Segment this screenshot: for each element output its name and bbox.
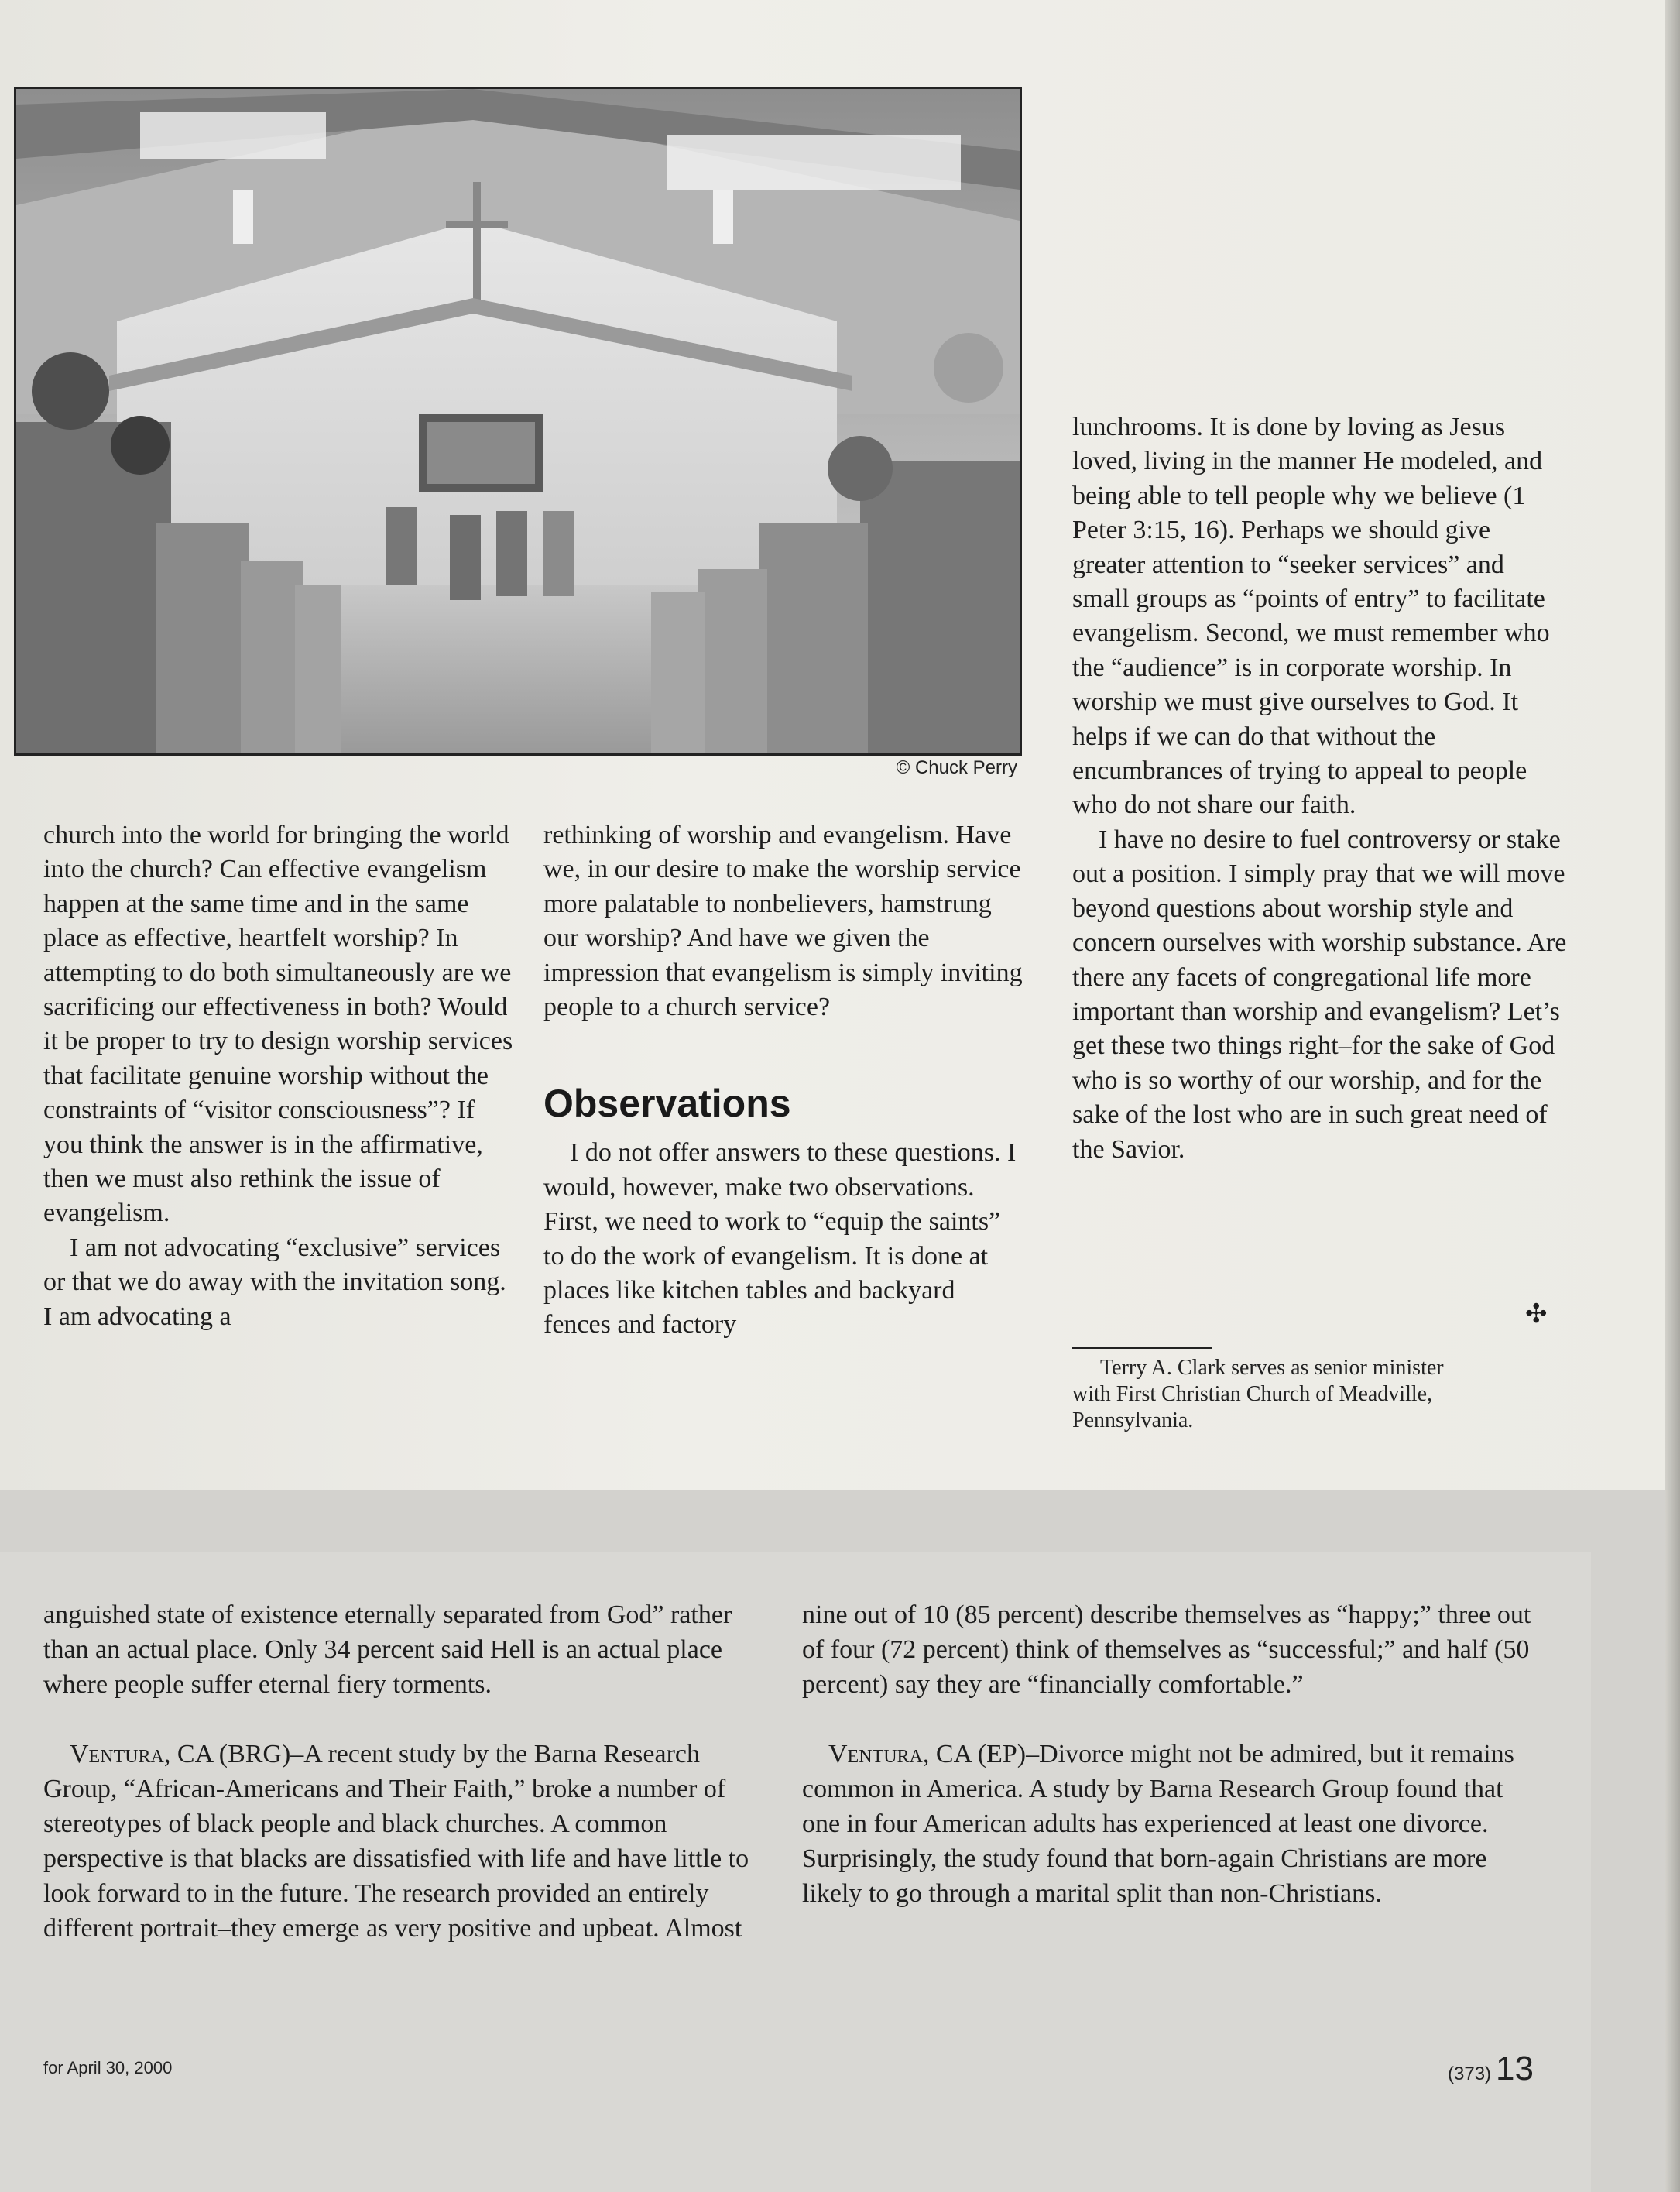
paragraph-gap [43, 1702, 756, 1737]
author-bio-line: with First Christian Church of Meadville, [1072, 1382, 1433, 1406]
news-paragraph: anguished state of existence eternally separated from God” rather than an actual place. Only 34 percent said Hell is an actual place where people suffer eternal fiery torments. [43, 1600, 732, 1699]
author-bio [1072, 1355, 1552, 1434]
news-paragraph: nine out of 10 (85 percent) describe themselves as “happy;” three out of four (72 percent) think of themselves as “successful;” and half (50 percent) say they are “financially comfortable.” [802, 1600, 1531, 1699]
article-column-1 [43, 818, 516, 1334]
page-number: 13 [1496, 2050, 1534, 2087]
article-paragraph: I do not offer answers to these questions. I would, however, make two observations. First, we need to work to “equip the saints” to do the work of evangelism. It is done at places like kitchen tables and backyard fences and factory [543, 1138, 1017, 1340]
page-code: (373) [1448, 2063, 1492, 2084]
article-paragraph: I have no desire to fuel controversy or stake out a position. I simply pray that we will move beyond questions about worship style and concern ourselves with worship substance. Are there any facets of congregational life more important than worship and evangelism? Let’s get these two things right–for the sake of God who is so worthy of our worship, and for the sake of the lost who are in such great need of the Savior. [1072, 825, 1567, 1164]
author-bio-line: Pennsylvania. [1072, 1408, 1194, 1432]
news-column-left [43, 1597, 756, 1946]
photo-credit: © Chuck Perry [896, 757, 1017, 778]
author-bio-line: Terry A. Clark serves as senior minister [1100, 1356, 1444, 1380]
bio-divider [1072, 1347, 1212, 1349]
article-paragraph: lunchrooms. It is done by loving as Jesus loved, living in the manner He modeled, and being able to tell people why we believe (1 Peter 3:15, 16). Perhaps we should give greater attention to “seeker services” and small groups as “points of entry” to facilitate evangelism. Second, we must remember who the “audience” is in corporate worship. In worship we must give ourselves to God. It helps if we can do that without the encumbrances of trying to appeal to people who do not share our faith. [1072, 413, 1550, 820]
issue-date: for April 30, 2000 [43, 2058, 173, 2077]
article-paragraph: rethinking of worship and evangelism. Have we, in our desire to make the worship service more palatable to nonbelievers, hamstrung our worship? And have we given the impression that evangelism is simply inviting people to a church service? [543, 821, 1023, 1022]
article-paragraph: I am not advocating “exclusive” services or that we do away with the invitation song. I am advocating a [43, 1233, 506, 1331]
news-dateline: Ventura [70, 1740, 164, 1768]
news-dateline: Ventura [828, 1740, 923, 1768]
article-column-2 [543, 818, 1023, 1343]
end-mark-icon: ✣ [1525, 1298, 1548, 1329]
news-paragraph [802, 1737, 1545, 1911]
section-heading: Observations [543, 1082, 791, 1126]
church-interior-photo [14, 87, 1022, 756]
church-photo-illustration [16, 89, 1020, 753]
news-column-right [802, 1597, 1545, 1911]
news-text: , CA (EP)–Divorce might not be admired, but it remains common in America. A study by Barna Research Group found that one in four American adults has experienced at least one divorce. Surprisingly, the study found that born-again Christians are more likely to go through a marital split than non-Christians. [802, 1740, 1514, 1908]
paragraph-gap [802, 1702, 1545, 1737]
news-paragraph [43, 1737, 756, 1946]
article-paragraph: church into the world for bringing the world into the church? Can effective evangelism happen at the same time and in the same place as effective, heartfelt worship? In attempting to do both simultaneously are we sacrificing our effectiveness in both? Would it be proper to try to design worship services that facilitate genuine worship without the constraints of “visitor consciousness”? If you think the answer is in the affirmative, then we must also rethink the issue of evangelism. [43, 821, 513, 1228]
page-number-block [1448, 2050, 1534, 2088]
binding-edge [1665, 0, 1680, 2192]
article-column-3 [1072, 410, 1568, 1167]
news-text: , CA (BRG)–A recent study by the Barna Research Group, “African-Americans and Their Faith,” broke a number of stereotypes of black people and black churches. A common perspective is that blacks are dissatisfied with life and have little to look forward to in the future. The research provided an entirely different portrait–they emerge as very positive and upbeat. Almost [43, 1740, 749, 1943]
